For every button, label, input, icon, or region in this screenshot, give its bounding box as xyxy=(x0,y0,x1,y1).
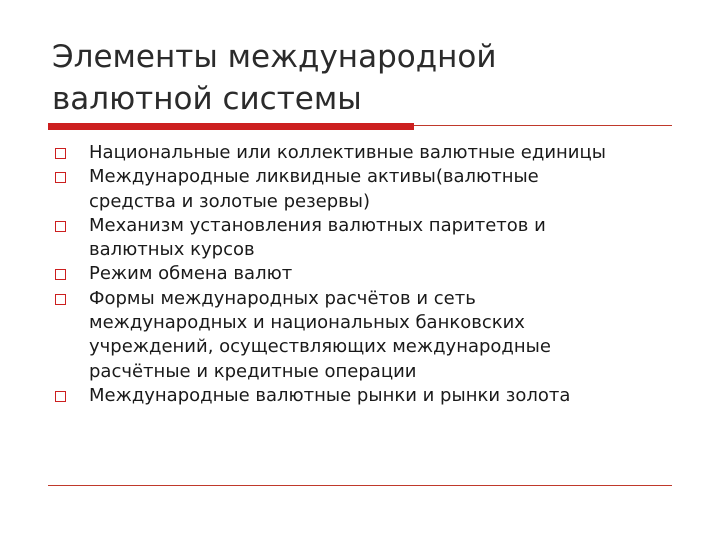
bullet-line: Формы международных расчётов и сеть xyxy=(89,287,476,309)
bullet-line: учреждений, осуществляющих международные xyxy=(89,336,551,358)
bullet-item xyxy=(54,141,684,165)
hollow-square-bullet-icon xyxy=(55,269,66,280)
bullet-item xyxy=(54,287,684,384)
hollow-square-bullet-icon xyxy=(55,172,66,183)
bullet-line: Международные валютные рынки и рынки золота xyxy=(89,384,571,406)
bullet-line: Механизм установления валютных паритетов и xyxy=(89,214,546,236)
bullet-item xyxy=(54,214,684,263)
bullet-item xyxy=(54,165,684,214)
bullet-line: расчётные и кредитные операции xyxy=(89,360,417,382)
bullet-line: Международные ликвидные активы(валютные xyxy=(89,166,539,188)
bullet-text xyxy=(89,165,684,214)
title-divider-accent-bar xyxy=(48,123,414,130)
slide-title-line: валютной системы xyxy=(52,81,362,117)
bullet-item xyxy=(54,262,684,286)
bullet-line: Режим обмена валют xyxy=(89,263,293,285)
bullet-list xyxy=(54,141,684,408)
hollow-square-bullet-icon xyxy=(55,221,66,232)
slide-title-line: Элементы международной xyxy=(52,39,497,75)
bullet-line: Национальные или коллективные валютные единицы xyxy=(89,142,606,163)
bullet-text xyxy=(89,214,684,263)
slide-title xyxy=(52,36,672,120)
hollow-square-bullet-icon xyxy=(55,294,66,305)
bullet-line: международных и национальных банковских xyxy=(89,312,525,334)
bullet-item xyxy=(54,384,684,408)
footer-divider xyxy=(48,485,672,486)
hollow-square-bullet-icon xyxy=(55,391,66,402)
bullet-line: валютных курсов xyxy=(89,239,255,261)
bullet-text xyxy=(89,287,684,384)
bullet-line: средства и золотые резервы) xyxy=(89,190,371,212)
bullet-text xyxy=(89,384,684,408)
bullet-text xyxy=(89,262,684,286)
bullet-text xyxy=(89,141,684,165)
hollow-square-bullet-icon xyxy=(55,148,66,159)
